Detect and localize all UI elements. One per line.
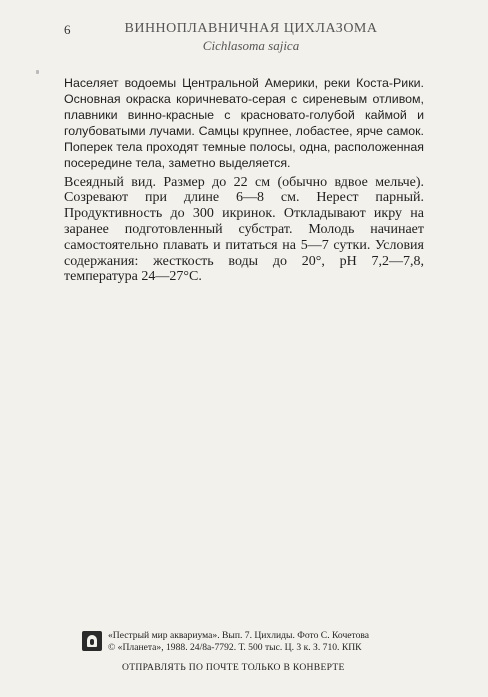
body-text [64, 75, 424, 285]
page-title: ВИННОПЛАВНИЧНАЯ ЦИХЛАЗОМА [124, 21, 378, 36]
mail-instruction: ОТПРАВЛЯТЬ ПО ПОЧТЕ ТОЛЬКО В КОНВЕРТЕ [122, 662, 345, 673]
page-number: 6 [64, 22, 71, 37]
title-block [106, 21, 396, 54]
publication-credits [108, 630, 428, 653]
care-paragraph: Всеядный вид. Размер до 22 см (обычно вдвое мельче). Созревают при длине 6—8 см. Нерест парный. Продуктивность до 300 икринок. Откладывают икру на заранее подготовленный субстрат. Молодь начинает самостоятельно плавать и питаться на 5—7 сутки. Условия содержания: жесткость воды до 20°, pH 7,2—7,8, температура 24—27°С. [64, 174, 424, 285]
publisher-logo-icon [82, 631, 102, 651]
credits-line-2: © «Планета», 1988. 24/8а-7792. Т. 500 тыс. Ц. 3 к. З. 710. КПК [108, 641, 362, 653]
latin-name: Cichlasoma sajica [202, 38, 300, 53]
logo-center [90, 639, 94, 645]
description-paragraph: Населяет водоемы Центральной Америки, реки Коста-Рики. Основная окраска коричневато-серая с сиреневым отливом, плавники винно-красные с красновато-голубой каймой и голубоватыми лучами. Самцы крупнее, лобастее, ярче самок. Поперек тела проходят темные полосы, одна, расположенная посередине тела, заметно выделяется. [64, 76, 424, 171]
print-speck [36, 70, 39, 74]
credits-line-1: «Пестрый мир аквариума». Вып. 7. Цихлиды. Фото С. Кочетова [108, 630, 370, 641]
